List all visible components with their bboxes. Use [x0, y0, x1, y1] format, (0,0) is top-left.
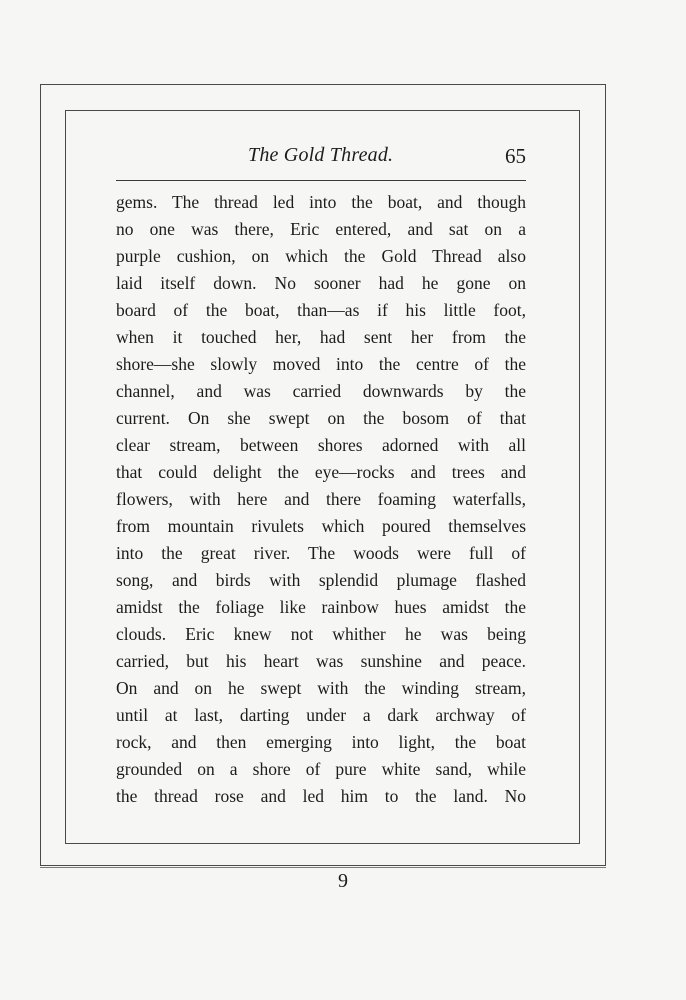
text-line: laid itself down. No sooner had he gone on	[116, 273, 526, 293]
text-line: clouds. Eric knew not whither he was being	[116, 624, 526, 644]
text-line: board of the boat, than—as if his little foot,	[116, 300, 526, 320]
text-line: carried, but his heart was sunshine and peace.	[116, 651, 526, 671]
running-title: The Gold Thread.	[248, 144, 394, 166]
text-line: that could delight the eye—rocks and trees and	[116, 462, 526, 482]
text-line: purple cushion, on which the Gold Thread also	[116, 246, 526, 266]
text-line: clear stream, between shores adorned with all	[116, 435, 526, 455]
running-header	[116, 143, 526, 173]
text-line: song, and birds with splendid plumage flashed	[116, 570, 526, 590]
text-line: the thread rose and led him to the land. No	[116, 786, 526, 806]
text-line: amidst the foliage like rainbow hues amidst the	[116, 597, 526, 617]
text-line: no one was there, Eric entered, and sat on a	[116, 219, 526, 239]
text-line: into the great river. The woods were full of	[116, 543, 526, 563]
text-line: grounded on a shore of pure white sand, while	[116, 759, 526, 779]
bottom-rule	[40, 867, 606, 868]
text-line: rock, and then emerging into light, the boat	[116, 732, 526, 752]
body-text	[116, 189, 526, 810]
text-line: channel, and was carried downwards by the	[116, 381, 526, 401]
text-line: gems. The thread led into the boat, and though	[116, 192, 526, 212]
text-line: flowers, with here and there foaming waterfalls,	[116, 489, 526, 509]
text-line: current. On she swept on the bosom of that	[116, 408, 526, 428]
text-line: from mountain rivulets which poured themselves	[116, 516, 526, 536]
text-line: when it touched her, had sent her from the	[116, 327, 526, 347]
text-line: until at last, darting under a dark archway of	[116, 705, 526, 725]
text-line: shore—she slowly moved into the centre of the	[116, 354, 526, 374]
folio-number: 9	[338, 870, 348, 892]
page-number: 65	[505, 144, 526, 168]
header-rule	[116, 180, 526, 181]
text-line: On and on he swept with the winding stream,	[116, 678, 526, 698]
